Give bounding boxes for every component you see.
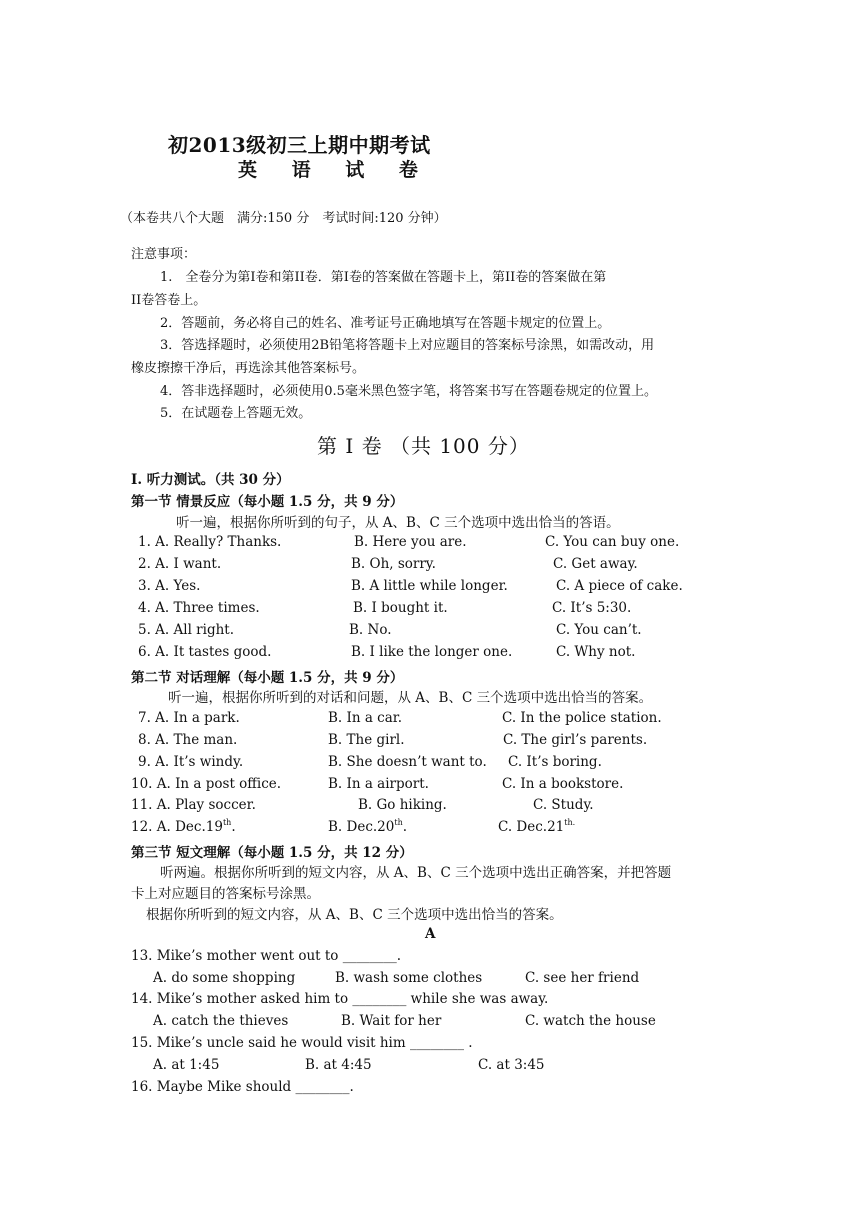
- q6-option-b: B. I like the longer one.: [351, 644, 513, 660]
- section3-instruction: 听两遍。根据你所听到的短文内容，从 A、B、C 三个选项中选出正确答案，并把答题: [160, 865, 672, 881]
- section2-title: 第二节 对话理解（每小题 1.5 分，共 9 分）: [131, 670, 404, 686]
- q1-option-b: B. Here you are.: [354, 534, 467, 550]
- q10-option-a: 10. A. In a post office.: [131, 776, 282, 792]
- note-item-3: 3．答选择题时，必须使用2B铅笔将答题卡上对应题目的答案标号涂黑，如需改动，用: [160, 338, 655, 353]
- q2-option-c: C. Get away.: [553, 556, 638, 572]
- q15-stem: 15. Mike’s uncle said he would visit him ________ .: [131, 1035, 473, 1051]
- part1-title: I. 听力测试。（共 30 分）: [131, 472, 290, 488]
- q5-option-c: C. You can’t.: [556, 622, 642, 638]
- q8-option-a: 8. A. The man.: [138, 732, 238, 748]
- q14-option-b: B. Wait for her: [341, 1013, 442, 1029]
- q3-option-a: 3. A. Yes.: [138, 578, 201, 594]
- volume-title: 第 I 卷 （共 100 分）: [317, 434, 530, 458]
- q3-option-c: C. A piece of cake.: [556, 578, 683, 594]
- exam-title: 初2013级初三上期中期考试: [168, 133, 431, 157]
- q9-option-b: B. She doesn’t want to.: [328, 754, 487, 770]
- note-item-1-cont: ⅠⅠ卷答卷上。: [131, 293, 207, 308]
- q8-option-c: C. The girl’s parents.: [503, 732, 648, 748]
- q6-option-a: 6. A. It tastes good.: [138, 644, 272, 660]
- q8-option-b: B. The girl.: [328, 732, 405, 748]
- q15-option-a: A. at 1:45: [153, 1057, 220, 1073]
- section1-instruction: 听一遍，根据你所听到的句子，从 A、B、C 三个选项中选出恰当的答语。: [176, 515, 620, 531]
- q7-option-c: C. In the police station.: [502, 710, 662, 726]
- q12-option-a: 12. A. Dec.19th.: [131, 817, 236, 835]
- q12-option-b: B. Dec.20th.: [328, 817, 408, 835]
- q7-option-b: B. In a car.: [328, 710, 403, 726]
- q13-stem: 13. Mike’s mother went out to ________.: [131, 948, 401, 964]
- q4-option-a: 4. A. Three times.: [138, 600, 260, 616]
- note-item-3-cont: 橡皮擦擦干净后，再选涂其他答案标号。: [131, 361, 366, 376]
- q1-option-c: C. You can buy one.: [545, 534, 680, 550]
- section3-instruction-cont: 卡上对应题目的答案标号涂黑。: [131, 886, 320, 902]
- q12-option-c: C. $Dec.21^{th.}$: [498, 817, 576, 835]
- section3-instruction-2: 根据你所听到的短文内容，从 A、B、C 三个选项中选出恰当的答案。: [146, 907, 563, 923]
- q2-option-a: 2. A. I want.: [138, 556, 222, 572]
- section2-instruction: 听一遍，根据你所听到的对话和问题，从 A、B、C 三个选项中选出恰当的答案。: [168, 690, 653, 706]
- passage-label: A: [425, 926, 436, 942]
- q13-option-a: A. do some shopping: [153, 970, 296, 986]
- q5-option-b: B. No.: [349, 622, 392, 638]
- q7-option-a: 7. A. In a park.: [138, 710, 240, 726]
- q14-stem: 14. Mike’s mother asked him to ________ while she was away.: [131, 991, 549, 1007]
- notes-heading: 注意事项：: [131, 247, 197, 262]
- section1-title: 第一节 情景反应（每小题 1.5 分，共 9 分）: [131, 494, 404, 510]
- q5-option-a: 5. A. All right.: [138, 622, 235, 638]
- q13-option-b: B. wash some clothes: [335, 970, 483, 986]
- q9-option-c: C. It’s boring.: [508, 754, 602, 770]
- q6-option-c: C. Why not.: [556, 644, 636, 660]
- note-item-1: 1. 全卷分为第Ⅰ卷和第ⅠⅠ卷．第Ⅰ卷的答案做在答题卡上，第ⅠⅠ卷的答案做在第: [160, 270, 607, 285]
- exam-subtitle: 英 语 试 卷: [238, 159, 432, 181]
- q11-option-c: C. Study.: [533, 797, 594, 813]
- q11-option-b: B. Go hiking.: [358, 797, 447, 813]
- q14-option-c: C. watch the house: [525, 1013, 656, 1029]
- exam-info: （本卷共八个大题 满分:150 分 考试时间:120 分钟）: [120, 211, 447, 226]
- q9-option-a: 9. A. It’s windy.: [138, 754, 244, 770]
- q3-option-b: B. A little while longer.: [351, 578, 508, 594]
- q11-option-a: 11. A. Play soccer.: [131, 797, 256, 813]
- q16-stem: 16. Maybe Mike should ________.: [131, 1079, 354, 1095]
- q2-option-b: B. Oh, sorry.: [351, 556, 436, 572]
- q15-option-b: B. at 4:45: [305, 1057, 372, 1073]
- q4-option-b: B. I bought it.: [353, 600, 448, 616]
- q10-option-c: C. In a bookstore.: [502, 776, 624, 792]
- note-item-5: 5．在试题卷上答题无效。: [160, 406, 312, 421]
- q10-option-b: B. In a airport.: [328, 776, 429, 792]
- note-item-2: 2．答题前，务必将自己的姓名、准考证号正确地填写在答题卡规定的位置上。: [160, 316, 611, 331]
- note-item-4: 4．答非选择题时，必须使用0.5毫米黑色签字笔，将答案书写在答题卷规定的位置上。: [160, 384, 657, 399]
- q1-option-a: 1. A. Really? Thanks.: [138, 534, 282, 550]
- q14-option-a: A. catch the thieves: [153, 1013, 289, 1029]
- q13-option-c: C. see her friend: [525, 970, 640, 986]
- q15-option-c: C. at 3:45: [478, 1057, 545, 1073]
- section3-title: 第三节 短文理解（每小题 1.5 分，共 12 分）: [131, 845, 413, 861]
- q4-option-c: C. It’s 5:30.: [552, 600, 632, 616]
